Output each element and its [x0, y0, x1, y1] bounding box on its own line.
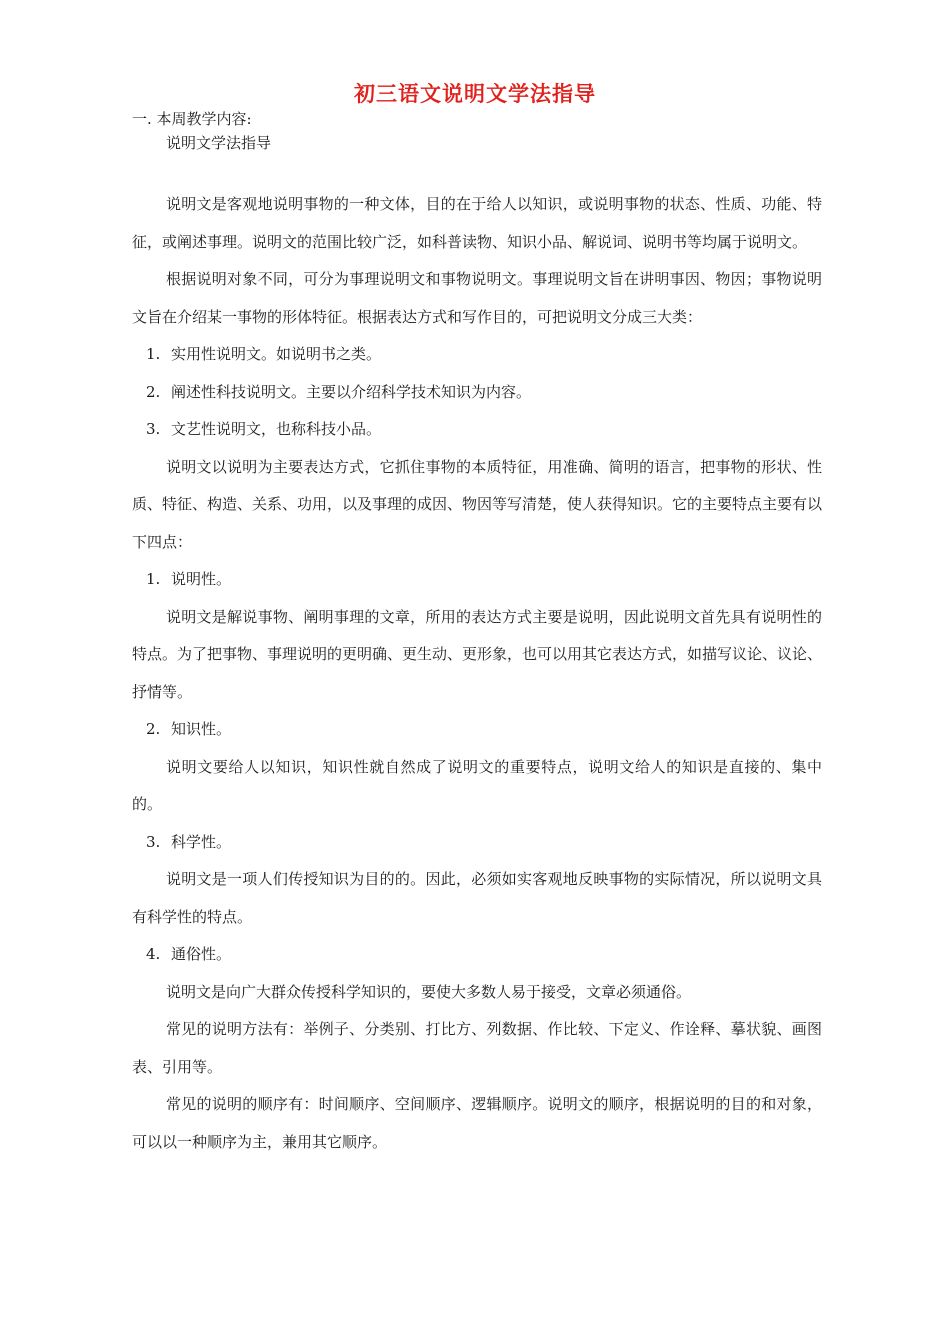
list-item-text: 说明性。 [171, 570, 232, 588]
list-item [132, 561, 822, 599]
list-item [132, 824, 822, 862]
list-item-number: 3. [146, 832, 161, 851]
list-item-number: 2. [146, 382, 161, 401]
list-item [132, 336, 822, 374]
list-item-text: 科学性。 [171, 832, 232, 851]
list-item [132, 411, 822, 449]
list-item [132, 711, 822, 749]
list-item-text: 阐述性科技说明文。主要以介绍科学技术知识为内容。 [171, 382, 532, 401]
section-heading: 一. 本周教学内容: [132, 110, 252, 128]
list-item-number: 2. [146, 720, 161, 738]
section-subtitle: 说明文学法指导 [166, 134, 272, 152]
list-item-text: 文艺性说明文，也称科技小品。 [171, 420, 382, 438]
document-title: 初三语文说明文学法指导 [354, 82, 596, 106]
paragraph: 常见的说明的顺序有：时间顺序、空间顺序、逻辑顺序。说明文的顺序，根据说明的目的和对象，可以以一种顺序为主，兼用其它顺序。 [132, 1095, 822, 1151]
list-item [132, 374, 822, 412]
paragraph: 根据说明对象不同，可分为事理说明文和事物说明文。事理说明文旨在讲明事因、物因；事物说明文旨在介绍某一事物的形体特征。根据表达方式和写作目的，可把说明文分成三大类： [132, 270, 822, 326]
paragraph: 说明文是向广大群众传授科学知识的，要使大多数人易于接受，文章必须通俗。 [166, 982, 692, 1001]
paragraph: 说明文要给人以知识，知识性就自然成了说明文的重要特点，说明文给人的知识是直接的、集中的。 [132, 757, 822, 813]
paragraph: 说明文是客观地说明事物的一种文体，目的在于给人以知识，或说明事物的状态、性质、功能、特征，或阐述事理。说明文的范围比较广泛，如科普读物、知识小品、解说词、说明书等均属于说明文。 [132, 195, 822, 251]
paragraph: 说明文是一项人们传授知识为目的的。因此，必须如实客观地反映事物的实际情况，所以说明文具有科学性的特点。 [132, 870, 822, 926]
list-item [132, 936, 822, 974]
list-item-number: 3. [146, 420, 161, 438]
paragraph: 常见的说明方法有：举例子、分类别、打比方、列数据、作比较、下定义、作诠释、摹状貌、画图表、引用等。 [132, 1020, 822, 1076]
list-item-text: 实用性说明文。如说明书之类。 [171, 345, 382, 363]
list-item-text: 知识性。 [171, 720, 232, 738]
document-body [132, 186, 822, 1161]
list-item-number: 1. [146, 345, 161, 363]
list-item-number: 1. [146, 570, 161, 588]
list-item-number: 4. [146, 945, 161, 963]
paragraph: 说明文以说明为主要表达方式，它抓住事物的本质特征，用准确、简明的语言，把事物的形状、性质、特征、构造、关系、功用，以及事理的成因、物因等写清楚，使人获得知识。它的主要特点主要有以下四点： [132, 457, 823, 551]
list-item-text: 通俗性。 [171, 945, 232, 963]
paragraph: 说明文是解说事物、阐明事理的文章，所用的表达方式主要是说明，因此说明文首先具有说明性的特点。为了把事物、事理说明的更明确、更生动、更形象，也可以用其它表达方式，如描写议论、议论、抒情等。 [132, 607, 823, 701]
